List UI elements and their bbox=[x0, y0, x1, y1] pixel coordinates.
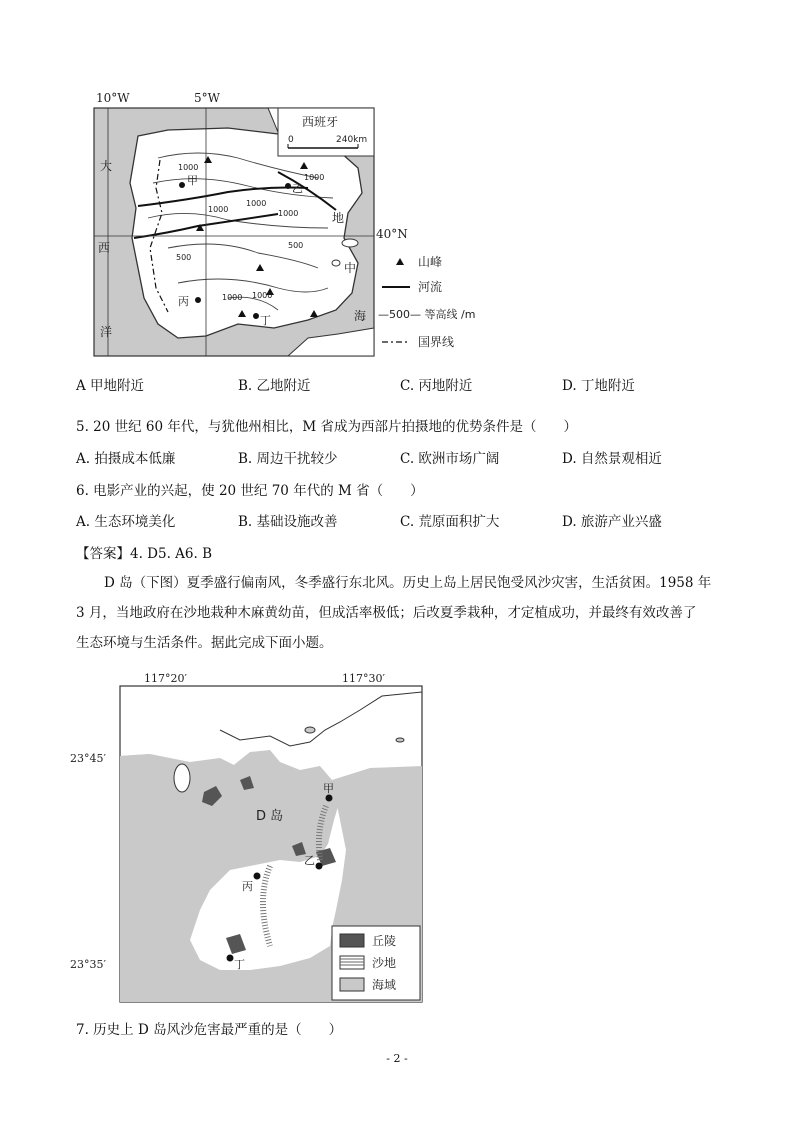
lon-label-117-20: 117°20′ bbox=[144, 672, 187, 685]
lat-label-40n: 40°N bbox=[376, 227, 408, 241]
q5-option-a[interactable]: A. 拍摄成本低廉 bbox=[76, 451, 176, 467]
passage-line-1: D 岛（下图）夏季盛行偏南风，冬季盛行东北风。历史上岛上居民饱受风沙灾害，生活贫困。1958 年 bbox=[104, 575, 712, 591]
sea-char: 地 bbox=[332, 211, 345, 225]
q5-option-c[interactable]: C. 欧洲市场广阔 bbox=[400, 451, 500, 467]
passage-line-3: 生态环境与生活条件。据此完成下面小题。 bbox=[76, 635, 333, 651]
place-ding: 丁 bbox=[234, 958, 245, 971]
sea-char: 中 bbox=[344, 261, 357, 275]
q6-stem: 6. 电影产业的兴起，使 20 世纪 70 年代的 M 省（ ） bbox=[76, 483, 424, 499]
contour-label: 1000 bbox=[222, 293, 243, 302]
q4-option-b[interactable]: B. 乙地附近 bbox=[238, 378, 311, 394]
q6-option-d[interactable]: D. 旅游产业兴盛 bbox=[562, 514, 662, 530]
contour-label: 1000 bbox=[208, 205, 229, 214]
q4-option-a[interactable]: A 甲地附近 bbox=[76, 378, 145, 394]
peak-legend-icon bbox=[396, 258, 404, 265]
legend-contour: —500— 等高线 /m bbox=[378, 308, 476, 321]
hill-legend-swatch bbox=[340, 934, 364, 947]
contour-label: 500 bbox=[288, 241, 304, 250]
contour-label: 1000 bbox=[246, 199, 267, 208]
lon-label-117-30: 117°30′ bbox=[342, 672, 385, 685]
sea-legend-swatch bbox=[340, 978, 364, 991]
lat-label-23-35: 23°35′ bbox=[70, 958, 106, 971]
sea-char: 西 bbox=[98, 241, 111, 255]
country-label: 西班牙 bbox=[302, 115, 339, 129]
contour-label: 1000 bbox=[278, 209, 299, 218]
lon-label-5w: 5°W bbox=[194, 91, 220, 105]
place-jia: 甲 bbox=[323, 782, 334, 795]
spain-map bbox=[78, 88, 508, 358]
scale-zero: 0 bbox=[288, 135, 294, 145]
q7-stem: 7. 历史上 D 岛风沙危害最严重的是（ ） bbox=[76, 1022, 343, 1038]
q6-option-a[interactable]: A. 生态环境美化 bbox=[76, 514, 176, 530]
passage-line-2: 3 月，当地政府在沙地栽种木麻黄幼苗，但成活率极低；后改夏季栽种，才定植成功，并最终有效改善了 bbox=[76, 605, 697, 621]
q6-option-b[interactable]: B. 基础设施改善 bbox=[238, 514, 338, 530]
d-island-map bbox=[70, 670, 430, 1008]
place-ding: 丁 bbox=[260, 314, 271, 327]
place-jia: 甲 bbox=[187, 174, 198, 187]
place-bing: 丙 bbox=[178, 295, 189, 308]
legend-border: 国界线 bbox=[418, 335, 455, 349]
answer-line: 【答案】4. D5. A6. B bbox=[76, 546, 213, 562]
q4-option-c[interactable]: C. 丙地附近 bbox=[400, 378, 473, 394]
contour-label: 1000 bbox=[304, 173, 325, 182]
legend-peak: 山峰 bbox=[418, 255, 443, 269]
legend-river: 河流 bbox=[418, 280, 443, 294]
legend-sea: 海域 bbox=[372, 978, 397, 992]
q4-option-d[interactable]: D. 丁地附近 bbox=[562, 378, 635, 394]
contour-label: 500 bbox=[176, 253, 192, 262]
contour-label: 1000 bbox=[178, 163, 199, 172]
page-number: - 2 - bbox=[386, 1052, 408, 1065]
legend-hill: 丘陵 bbox=[372, 934, 397, 948]
sea-char: 大 bbox=[100, 159, 113, 173]
q5-option-b[interactable]: B. 周边干扰较少 bbox=[238, 451, 338, 467]
q5-option-d[interactable]: D. 自然景观相近 bbox=[562, 451, 662, 467]
q6-option-c[interactable]: C. 荒原面积扩大 bbox=[400, 514, 500, 530]
scale-end: 240km bbox=[336, 135, 368, 145]
lon-label-10w: 10°W bbox=[96, 91, 130, 105]
q5-stem: 5. 20 世纪 60 年代，与犹他州相比，M 省成为西部片拍摄地的优势条件是（ ） bbox=[76, 419, 578, 435]
place-bing: 丙 bbox=[242, 880, 253, 893]
place-yi: 乙 bbox=[292, 182, 303, 195]
legend-sand: 沙地 bbox=[372, 956, 397, 970]
lat-label-23-45: 23°45′ bbox=[70, 752, 106, 765]
sea-char: 洋 bbox=[100, 325, 113, 339]
island-label: D 岛 bbox=[256, 809, 284, 824]
place-yi: 乙 bbox=[304, 854, 315, 867]
sea-char: 海 bbox=[354, 309, 367, 323]
contour-label: 1000 bbox=[252, 291, 273, 300]
